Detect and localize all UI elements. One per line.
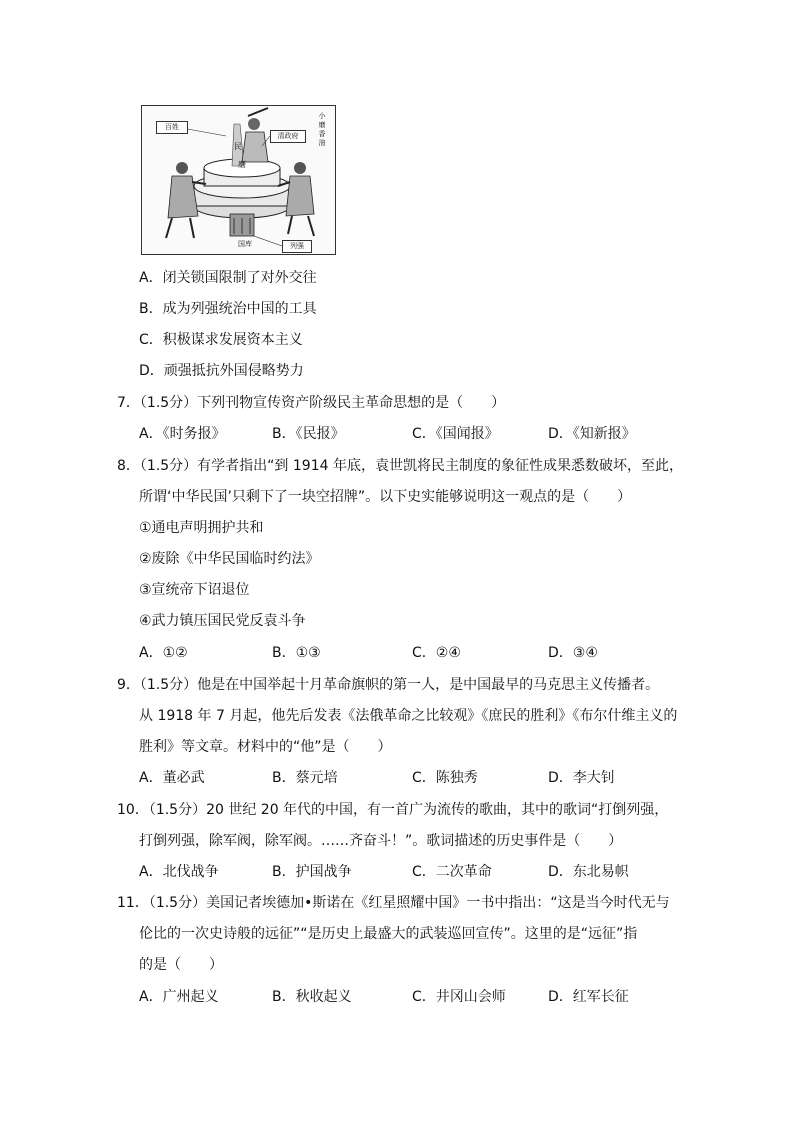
q8-item-3: ③宣统帝下诏退位	[139, 582, 250, 598]
q6-option-d: D．顽强抵抗外国侵略势力	[139, 363, 304, 379]
q11-option-b: B．秋收起义	[272, 989, 352, 1005]
q6-option-c: C．积极谋求发展资本主义	[139, 332, 303, 348]
q11-option-c: C．井冈山会师	[412, 989, 506, 1005]
q9-stem-line-1: 9．（1.5分）他是在中国举起十月革命旗帜的第一人，是中国最早的马克思主义传播者。	[117, 677, 660, 693]
q11-stem-line-3: 的是（ ）	[139, 957, 223, 973]
q8-item-2: ②废除《中华民国临时约法》	[139, 551, 320, 567]
q10-option-b: B．护国战争	[272, 864, 352, 880]
q10-options	[139, 862, 699, 882]
q10-stem-line-2: 打倒列强，除军阀，除军阀。……齐奋斗！”。歌词描述的历史事件是（ ）	[139, 833, 623, 849]
q10-option-c: C．二次革命	[412, 864, 492, 880]
q7-option-d: D．《知新报》	[548, 426, 636, 442]
q9-option-b: B．蔡元培	[272, 770, 338, 786]
label-qingzhengfu: 清政府	[270, 130, 306, 143]
cartoon-illustration	[141, 105, 336, 255]
label-guoku: 国库	[238, 240, 252, 248]
q8-option-d: D．③④	[548, 645, 598, 661]
q8-options	[139, 643, 699, 663]
q8-option-a: A．①②	[139, 645, 188, 661]
q11-stem-line-2: 伦比的一次史诗般的远征”“是历史上最盛大的武装巡回宣传”。这里的是“远征”指	[139, 926, 638, 942]
q7-stem: 7．（1.5分）下列刊物宣传资产阶级民主革命思想的是（ ）	[117, 395, 506, 411]
q11-stem-line-1: 11．（1.5分）美国记者埃德加•斯诺在《红星照耀中国》一书中指出：“这是当今时代无与	[117, 895, 670, 911]
q9-stem-line-3: 胜利》等文章。材料中的“他”是（ ）	[139, 739, 392, 755]
q11-option-d: D．红军长征	[548, 989, 629, 1005]
q11-options	[139, 987, 699, 1007]
label-xiaomo: 小磨香油	[318, 112, 326, 147]
q7-options	[139, 424, 699, 444]
q9-stem-line-2: 从 1918 年 7 月起，他先后发表《法俄革命之比较观》《庶民的胜利》《布尔什维主义的	[139, 708, 678, 724]
label-baixing: 百姓	[156, 121, 188, 134]
label-min: 民	[234, 142, 242, 151]
q8-option-c: C．②④	[412, 645, 461, 661]
q10-option-a: A．北伐战争	[139, 864, 219, 880]
q9-option-d: D．李大钊	[548, 770, 615, 786]
q7-option-c: C．《国闻报》	[412, 426, 499, 442]
q11-option-a: A．广州起义	[139, 989, 219, 1005]
q8-stem-line-2: 所谓‘中华民国’只剩下了一块空招牌”。以下史实能够说明这一观点的是（ ）	[139, 489, 632, 505]
q7-option-a: A．《时务报》	[139, 426, 226, 442]
q6-option-a: A．闭关锁国限制了对外交往	[139, 270, 317, 286]
q8-item-1: ①通电声明拥护共和	[139, 520, 264, 536]
q8-stem-line-1: 8．（1.5分）有学者指出“到 1914 年底，袁世凯将民主制度的象征性成果悉数破坏，至此，	[117, 458, 683, 474]
q9-options	[139, 768, 699, 788]
q7-option-b: B．《民报》	[272, 426, 345, 442]
q8-option-b: B．①③	[272, 645, 321, 661]
q9-option-a: A．董必武	[139, 770, 205, 786]
q10-stem-line-1: 10．（1.5分）20 世纪 20 年代的中国，有一首广为流传的歌曲，其中的歌词“打倒列强，	[117, 802, 669, 818]
label-lieqiang: 列强	[282, 240, 312, 253]
label-mo: 磨	[238, 160, 246, 169]
q6-option-b: B．成为列强统治中国的工具	[139, 301, 317, 317]
q10-option-d: D．东北易帜	[548, 864, 629, 880]
q9-option-c: C．陈独秀	[412, 770, 478, 786]
q8-item-4: ④武力镇压国民党反袁斗争	[139, 613, 306, 629]
